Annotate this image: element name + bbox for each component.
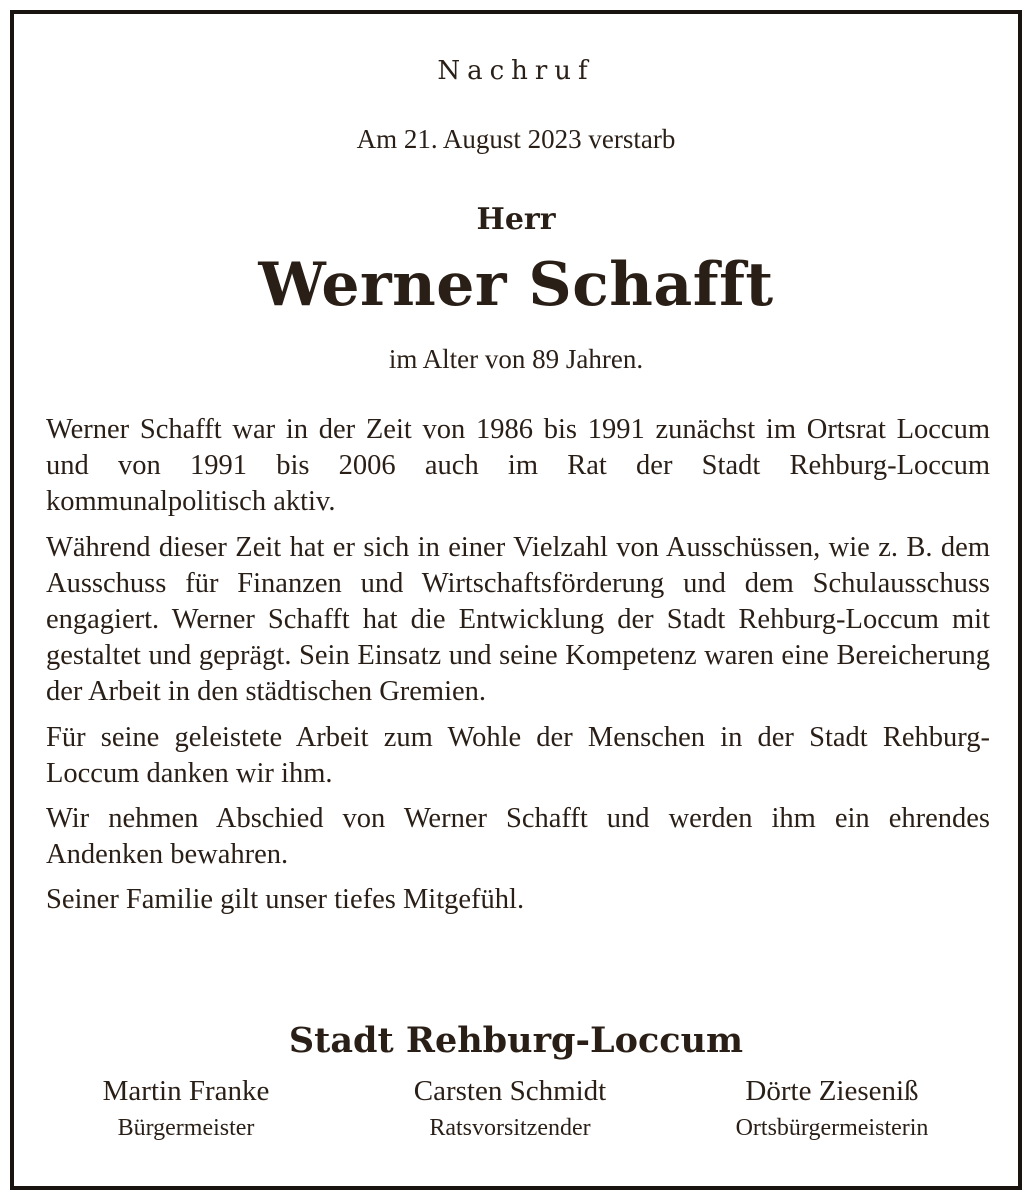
notice-heading: Nachruf xyxy=(437,56,595,86)
obituary-notice xyxy=(10,10,1022,1190)
signer-name: Martin Franke xyxy=(102,1075,270,1107)
signer xyxy=(672,1072,992,1146)
signer-role: Ratsvorsitzender xyxy=(429,1115,591,1141)
body-paragraph: Wir nehmen Abschied von Werner Schafft und werden ihm ein ehrendes Andenken bewahren. xyxy=(46,803,990,871)
body-paragraph: Während dieser Zeit hat er sich in einer Vielzahl von Ausschüssen, wie z. B. dem Ausschuss für Finanzen und Wirtschaftsförderung und dem Schulausschuss engagiert. Werner Schafft hat die Entwicklung der Stadt Rehburg-Loccum mit gestaltet und geprägt. Sein Einsatz und seine Kompetenz waren eine Bereicherung der Arbeit in den städtischen Gremien. xyxy=(46,531,990,708)
deceased-name: Werner Schafft xyxy=(258,250,774,320)
death-date-line: Am 21. August 2023 verstarb xyxy=(356,124,676,154)
age-line: im Alter von 89 Jahren. xyxy=(388,344,644,374)
signers-row xyxy=(14,1072,1018,1152)
body-paragraph: Seiner Familie gilt unser tiefes Mitgefühl. xyxy=(46,884,525,916)
signer-role: Bürgermeister xyxy=(117,1115,255,1141)
salutation: Herr xyxy=(476,202,556,237)
obituary-body xyxy=(46,412,990,928)
signer xyxy=(26,1072,346,1146)
signer-name: Carsten Schmidt xyxy=(413,1075,607,1107)
body-paragraph: Werner Schafft war in der Zeit von 1986 bis 1991 zunächst im Ortsrat Loccum und von 1991 bis 2006 auch im Rat der Stadt Rehburg-Loccum kommunalpolitisch aktiv. xyxy=(46,414,990,518)
signer-name: Dörte Ziesenіß xyxy=(745,1075,919,1107)
body-paragraph: Für seine geleistete Arbeit zum Wohle der Menschen in der Stadt Rehburg-Loccum danken wir ihm. xyxy=(46,721,990,789)
signer xyxy=(350,1072,670,1146)
signer-role: Ortsbürgermeisterin xyxy=(735,1115,929,1141)
organization-name: Stadt Rehburg-Loccum xyxy=(288,1020,744,1061)
